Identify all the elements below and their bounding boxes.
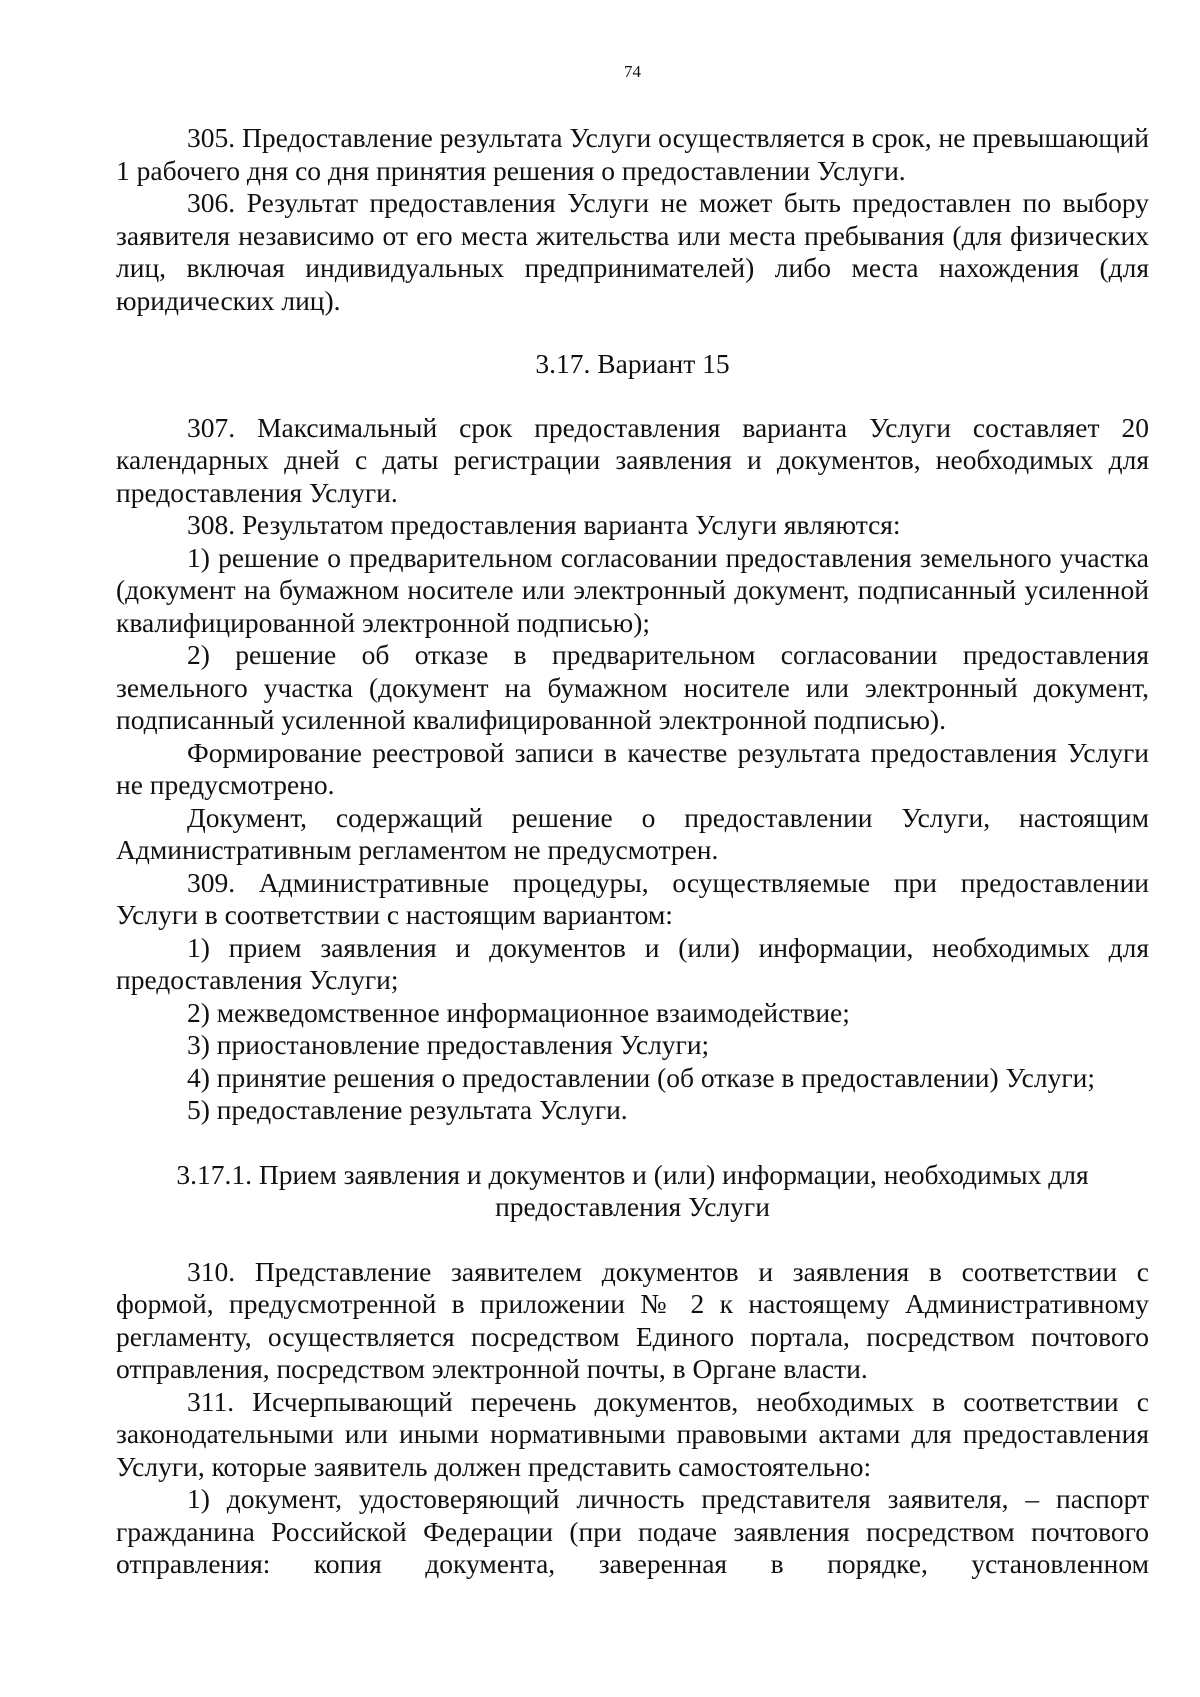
paragraph-308: 308. Результатом предоставления варианта Услуги являются: xyxy=(187,509,901,540)
page-number: 74 xyxy=(624,62,641,81)
list-item-308-1: 1) решение о предварительном согласовании предоставления земельного участка (документ на бумажном носителе или электронный документ, подписанный усиленной квалифицированной электронной подписью); xyxy=(116,541,1149,638)
paragraph-305: 305. Предоставление результата Услуги осуществляется в срок, не превышающий 1 рабочего дня со дня принятия решения о предоставлении Услуги. xyxy=(116,122,1149,186)
subsection-heading-3-17-1: 3.17.1. Прием заявления и документов и (или) информации, необходимых для предоставления Услуги xyxy=(176,1158,1089,1222)
paragraph-registry-record: Формирование реестровой записи в качестве результата предоставления Услуги не предусмотрено. xyxy=(116,736,1149,800)
paragraph-311: 311. Исчерпывающий перечень документов, необходимых в соответствии с законодательными или иными нормативными правовыми актами для предоставления Услуги, которые заявитель должен представить самостоятельно: xyxy=(116,1385,1149,1482)
paragraph-306: 306. Результат предоставления Услуги не может быть предоставлен по выбору заявителя независимо от его места жительства или места пребывания (для физических лиц, включая индивидуальных предпринимателей) либо места нахождения (для юридических лиц). xyxy=(116,187,1149,316)
list-item-309-1: 1) прием заявления и документов и (или) информации, необходимых для предоставления Услуги; xyxy=(116,931,1149,995)
list-item-309-5: 5) предоставление результата Услуги. xyxy=(187,1094,628,1125)
document-page xyxy=(116,62,1149,1581)
list-item-309-4: 4) принятие решения о предоставлении (об отказе в предоставлении) Услуги; xyxy=(187,1061,1095,1093)
list-item-309-3: 3) приостановление предоставления Услуги; xyxy=(187,1029,710,1060)
paragraph-decision-document: Документ, содержащий решение о предоставлении Услуги, настоящим Административным регламентом не предусмотрен. xyxy=(116,801,1149,865)
paragraph-310: 310. Представление заявителем документов и заявления в соответствии с формой, предусмотренной в приложении № 2 к настоящему Административному регламенту, осуществляется посредством Единого портала, посредством почтового отправления, посредством электронной почты, в Органе власти. xyxy=(116,1255,1149,1384)
list-item-309-2: 2) межведомственное информационное взаимодействие; xyxy=(187,996,850,1028)
list-item-311-1: 1) документ, удостоверяющий личность представителя заявителя, – паспорт гражданина Российской Федерации (при подаче заявления посредством почтового отправления: копия документа, заверенная в порядке, установленном xyxy=(116,1483,1149,1579)
section-heading-3-17: 3.17. Вариант 15 xyxy=(535,348,730,379)
paragraph-307: 307. Максимальный срок предоставления варианта Услуги составляет 20 календарных дней с даты регистрации заявления и документов, необходимых для предоставления Услуги. xyxy=(116,411,1149,508)
list-item-308-2: 2) решение об отказе в предварительном согласовании предоставления земельного участка (документ на бумажном носителе или электронный документ, подписанный усиленной квалифицированной электронной подписью). xyxy=(116,639,1149,735)
paragraph-309: 309. Административные процедуры, осуществляемые при предоставлении Услуги в соответствии с настоящим вариантом: xyxy=(116,866,1149,930)
